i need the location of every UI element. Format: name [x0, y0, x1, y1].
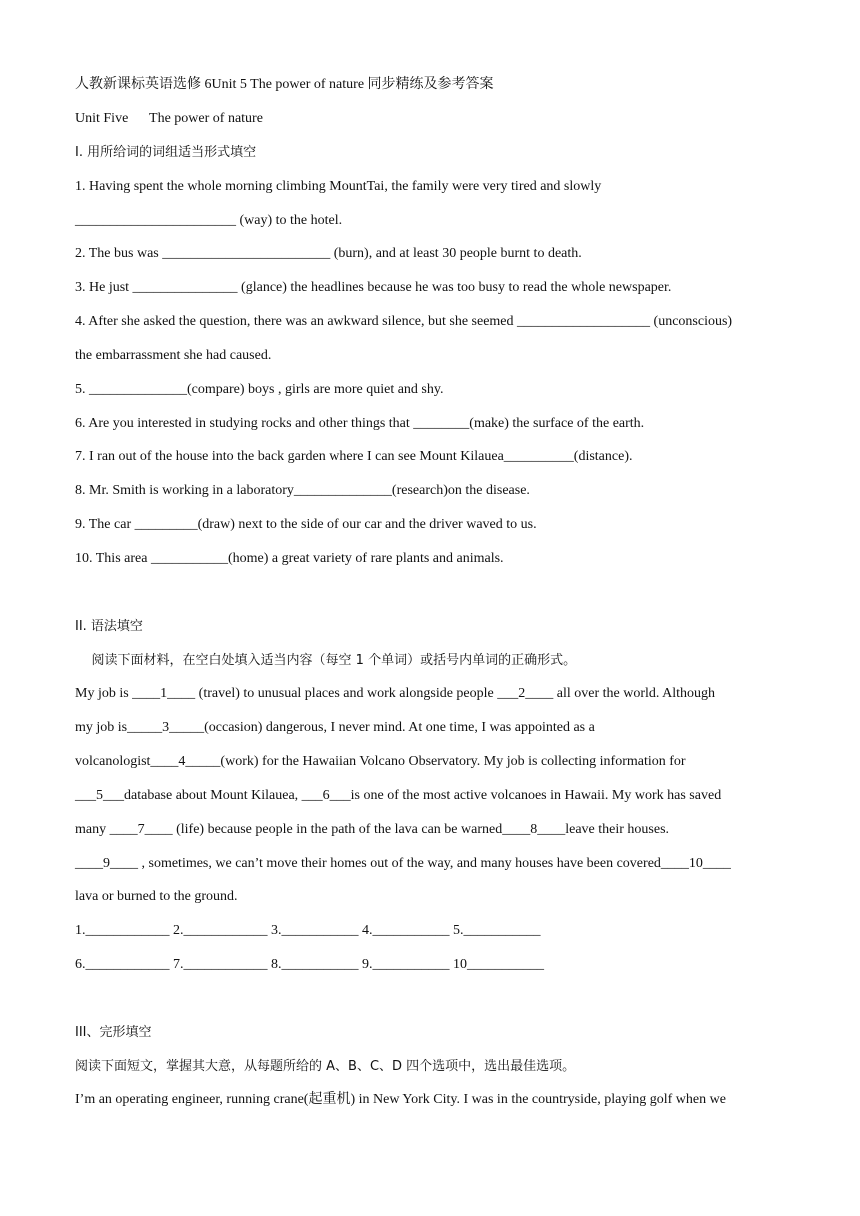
exercise-line: the embarrassment she had caused.: [75, 348, 272, 363]
exercise-line: 6. Are you interested in studying rocks and other things that ________(make) the surface of the earth.: [75, 416, 645, 431]
document-title: 人教新课标英语选修 6Unit 5 The power of nature 同步精练及参考答案: [75, 77, 494, 92]
exercise-line: _______________________ (way) to the hotel.: [75, 213, 343, 228]
passage-line: many ____7____ (life) because people in the path of the lava can be warned____8____leave their houses.: [75, 822, 670, 837]
exercise-line: 5. ______________(compare) boys , girls are more quiet and shy.: [75, 382, 444, 397]
exercise-line: 10. This area ___________(home) a great variety of rare plants and animals.: [75, 551, 504, 566]
passage-line: My job is ____1____ (travel) to unusual places and work alongside people ___2____ all over the world. Although: [75, 686, 716, 701]
section-3-instruction: 阅读下面短文，掌握其大意，从每题所给的 A、B、C、D 四个选项中，选出最佳选项。: [75, 1059, 576, 1074]
exercise-line: 4. After she asked the question, there was an awkward silence, but she seemed ___________________ (unconscious): [75, 314, 733, 329]
unit-heading: Unit Five The power of nature: [75, 111, 263, 126]
exercise-line: 1. Having spent the whole morning climbing MountTai, the family were very tired and slowly: [75, 179, 602, 194]
section-2-heading: II. 语法填空: [75, 619, 143, 634]
passage-line: my job is_____3_____(occasion) dangerous, I never mind. At one time, I was appointed as a: [75, 720, 595, 735]
exercise-line: 8. Mr. Smith is working in a laboratory______________(research)on the disease.: [75, 483, 530, 498]
section-3-heading: III、完形填空: [75, 1025, 152, 1040]
exercise-line: 3. He just _______________ (glance) the headlines because he was too busy to read the whole newspaper.: [75, 280, 672, 295]
section-2-instruction: 阅读下面材料，在空白处填入适当内容（每空 1 个单词）或括号内单词的正确形式。: [75, 653, 577, 668]
passage-line: ___5___database about Mount Kilauea, ___6___is one of the most active volcanoes in Hawaii. My work has saved: [75, 788, 722, 803]
section-1-heading: I. 用所给词的词组适当形式填空: [75, 145, 257, 160]
answer-blanks-line: 1.____________ 2.____________ 3.___________ 4.___________ 5.___________: [75, 923, 541, 938]
exercise-line: 2. The bus was ________________________ (burn), and at least 30 people burnt to death.: [75, 246, 582, 261]
passage-line: I’m an operating engineer, running crane(起重机) in New York City. I was in the countryside, playing golf when we: [75, 1092, 726, 1107]
passage-line: ____9____ , sometimes, we can’t move their homes out of the way, and many houses have been covered____10____: [75, 856, 731, 871]
passage-line: lava or burned to the ground.: [75, 889, 238, 904]
answer-blanks-line: 6.____________ 7.____________ 8.___________ 9.___________ 10___________: [75, 957, 544, 972]
passage-line: volcanologist____4_____(work) for the Hawaiian Volcano Observatory. My job is collecting information for: [75, 754, 686, 769]
exercise-line: 9. The car _________(draw) next to the side of our car and the driver waved to us.: [75, 517, 537, 532]
exercise-line: 7. I ran out of the house into the back garden where I can see Mount Kilauea__________(distance).: [75, 449, 633, 464]
